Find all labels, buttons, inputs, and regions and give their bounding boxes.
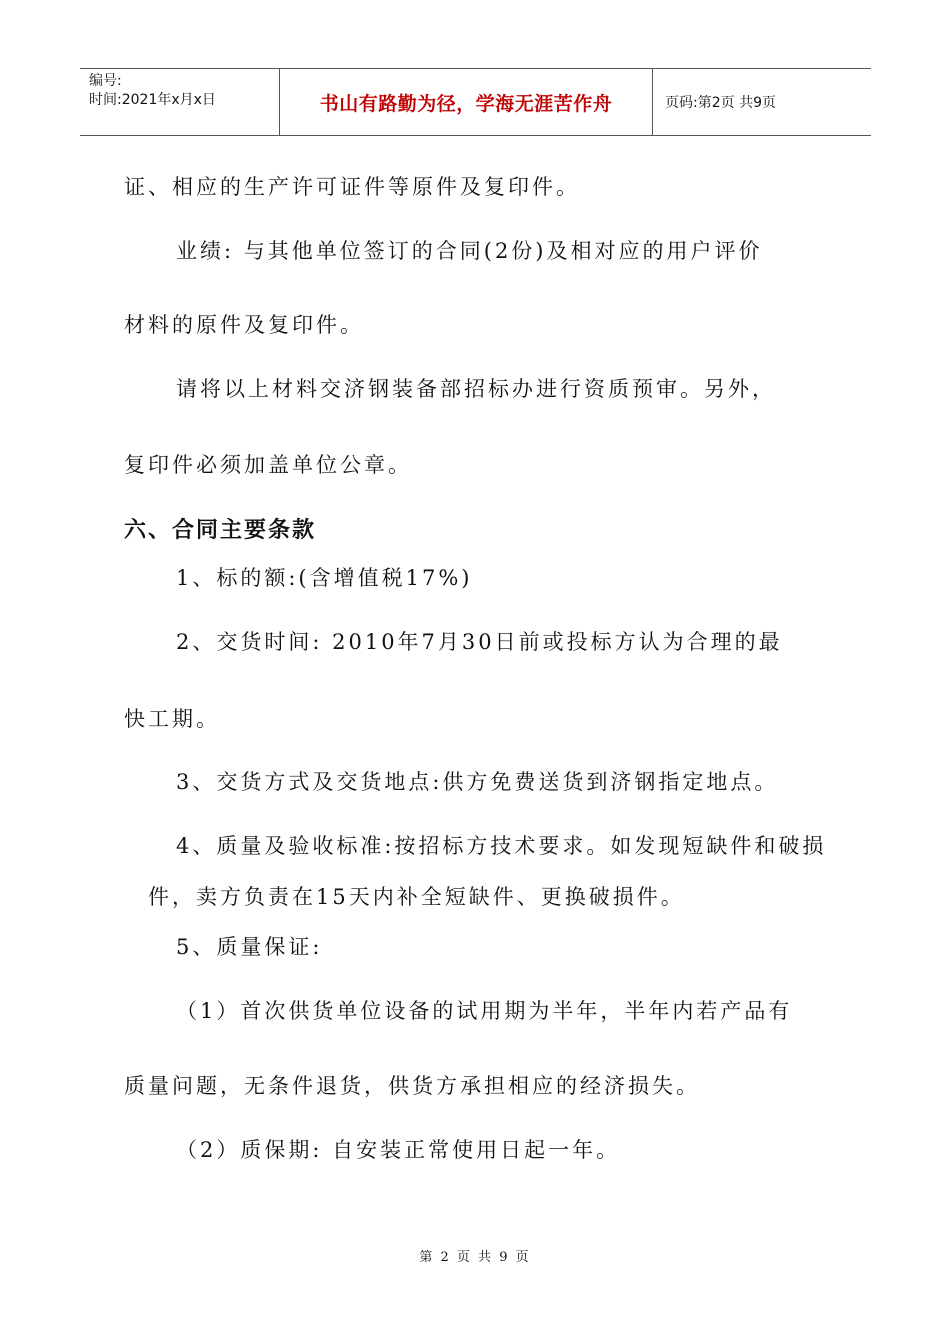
document-date-label: 时间:2021年x月x日 [89, 92, 216, 108]
section-title: 六、合同主要条款 [124, 518, 317, 543]
clause-5: 5、质量保证: [176, 935, 323, 959]
body-line-3: 材料的原件及复印件。 [124, 313, 364, 337]
clause-1: 1、标的额:(含增值税17%) [176, 566, 473, 590]
document-number-label: 编号: [89, 73, 122, 89]
clause-2: 2、交货时间: 2010年7月30日前或投标方认为合理的最 [176, 630, 783, 654]
header-meta-cell [80, 69, 280, 135]
body-line-4: 请将以上材料交济钢装备部招标办进行资质预审。另外， [176, 377, 776, 401]
document-header [80, 68, 871, 136]
clause-4: 4、质量及验收标准:按招标方技术要求。如发现短缺件和破损 [176, 834, 827, 858]
header-page-cell [653, 69, 871, 135]
clause-5-1: （1）首次供货单位设备的试用期为半年，半年内若产品有 [176, 999, 793, 1023]
header-motto: 书山有路勤为径，学海无涯苦作舟 [319, 92, 613, 115]
body-line-5: 复印件必须加盖单位公章。 [124, 453, 412, 477]
body-line-1: 证、相应的生产许可证件等原件及复印件。 [124, 175, 580, 199]
clause-3: 3、交货方式及交货地点:供方免费送货到济钢指定地点。 [176, 770, 779, 794]
page-footer: 第 2 页 共 9 页 [419, 1250, 531, 1265]
body-line-2: 业绩: 与其他单位签订的合同(2份)及相对应的用户评价 [176, 239, 763, 263]
header-page-label: 页码:第2页 共9页 [665, 95, 776, 111]
clause-4-continued: 件，卖方负责在15天内补全短缺件、更换破损件。 [148, 885, 685, 909]
clause-2-continued: 快工期。 [124, 707, 220, 731]
header-motto-cell [280, 69, 653, 135]
clause-5-2: （2）质保期: 自安装正常使用日起一年。 [176, 1138, 621, 1162]
clause-5-1-continued: 质量问题，无条件退货，供货方承担相应的经济损失。 [124, 1074, 700, 1098]
